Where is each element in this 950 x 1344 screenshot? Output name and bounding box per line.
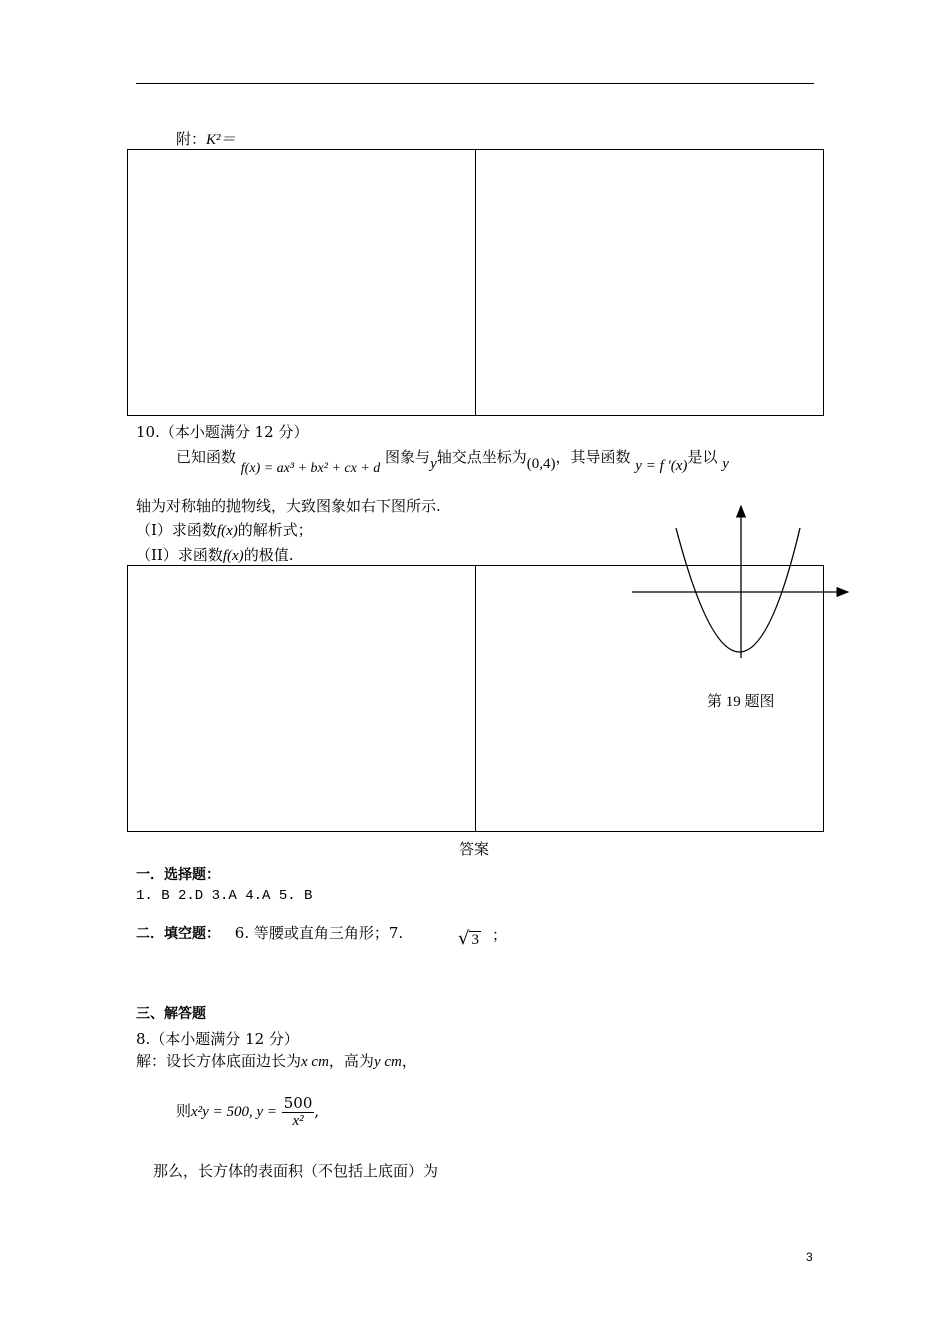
q8-sol-text-c: ， — [401, 1052, 417, 1070]
q10-part1 — [136, 519, 313, 540]
q8-equation — [176, 1094, 319, 1130]
eq-prefix: 则 — [176, 1102, 192, 1120]
sqrt-sign: √ — [458, 928, 470, 949]
section-choice-title: 一．选择题： — [136, 867, 220, 883]
header-rule — [136, 83, 814, 84]
figure-caption: 第 19 题图 — [707, 694, 775, 710]
fill-end: ； — [492, 926, 508, 944]
q10-part1-text: （I）求函数 — [136, 521, 217, 539]
q10-part2-text: （II）求函数 — [136, 546, 223, 564]
q10-point: (0,4) — [526, 456, 556, 472]
q8-sol-text-b: ，高为 — [328, 1052, 374, 1070]
q10-y-axis-2: y — [722, 456, 729, 472]
eq-denominator: x² — [292, 1113, 304, 1129]
q10-text-b: 图象与 — [385, 448, 431, 466]
answer-box-2-divider — [475, 566, 476, 831]
page-number: 3 — [806, 1250, 813, 1264]
q10-derivative: y = f ′(x) — [635, 458, 688, 474]
q10-part1-fx: f(x) — [216, 523, 238, 539]
q8-sol-text-a: 解：设长方体底面边长为 — [136, 1052, 302, 1070]
q10-text-c: 轴交点坐标为 — [436, 448, 527, 466]
section-fill-title: 二．填空题： — [136, 926, 220, 942]
eq-fraction — [282, 1094, 315, 1130]
q10-text-e: 是以 — [687, 448, 718, 466]
section-solve-title: 三、解答题 — [136, 1006, 206, 1022]
q8-surface-line: 那么，长方体的表面积（不包括上底面）为 — [153, 1162, 439, 1180]
q8-x-cm: x cm — [301, 1054, 329, 1070]
sqrt-expression — [458, 928, 481, 949]
q8-header: 8.（本小题满分 12 分） — [136, 1030, 299, 1048]
appendix-line — [176, 128, 236, 149]
fill-line — [136, 922, 403, 943]
eq-numerator: 500 — [283, 1094, 313, 1112]
appendix-formula: K²＝ — [206, 132, 236, 148]
sqrt-value: 3 — [471, 932, 479, 948]
choice-answers: 1. B 2.D 3.A 4.A 5. B — [136, 888, 313, 904]
eq-left: x²y = 500, y = — [191, 1104, 277, 1120]
q10-part1-end: 的解析式； — [237, 521, 313, 539]
appendix-label: 附： — [176, 130, 207, 148]
parabola-curve — [676, 528, 800, 652]
answer-box-1-divider — [475, 150, 476, 415]
fill-answers: 6. 等腰或直角三角形；7. — [234, 924, 404, 942]
q10-part2 — [136, 544, 293, 565]
q10-text-a: 已知函数 — [176, 448, 237, 466]
eq-end: , — [314, 1102, 320, 1120]
answers-title: 答案 — [459, 840, 490, 858]
q8-y-cm: y cm — [373, 1054, 402, 1070]
q10-line1 — [176, 446, 729, 476]
q10-header: 10.（本小题满分 12 分） — [136, 423, 309, 441]
q10-function: f(x) = ax³ + bx² + cx + d — [240, 461, 381, 476]
q10-part2-end: 的极值. — [243, 546, 294, 564]
parabola-figure — [620, 500, 860, 660]
q10-part2-fx: f(x) — [222, 548, 244, 564]
q10-line2: 轴为对称轴的抛物线，大致图象如右下图所示. — [136, 497, 441, 515]
q10-y-axis: y — [430, 456, 437, 472]
q8-solution-line — [136, 1050, 417, 1071]
q10-text-d: ，其导函数 — [555, 448, 631, 466]
answer-box-1 — [127, 149, 824, 416]
